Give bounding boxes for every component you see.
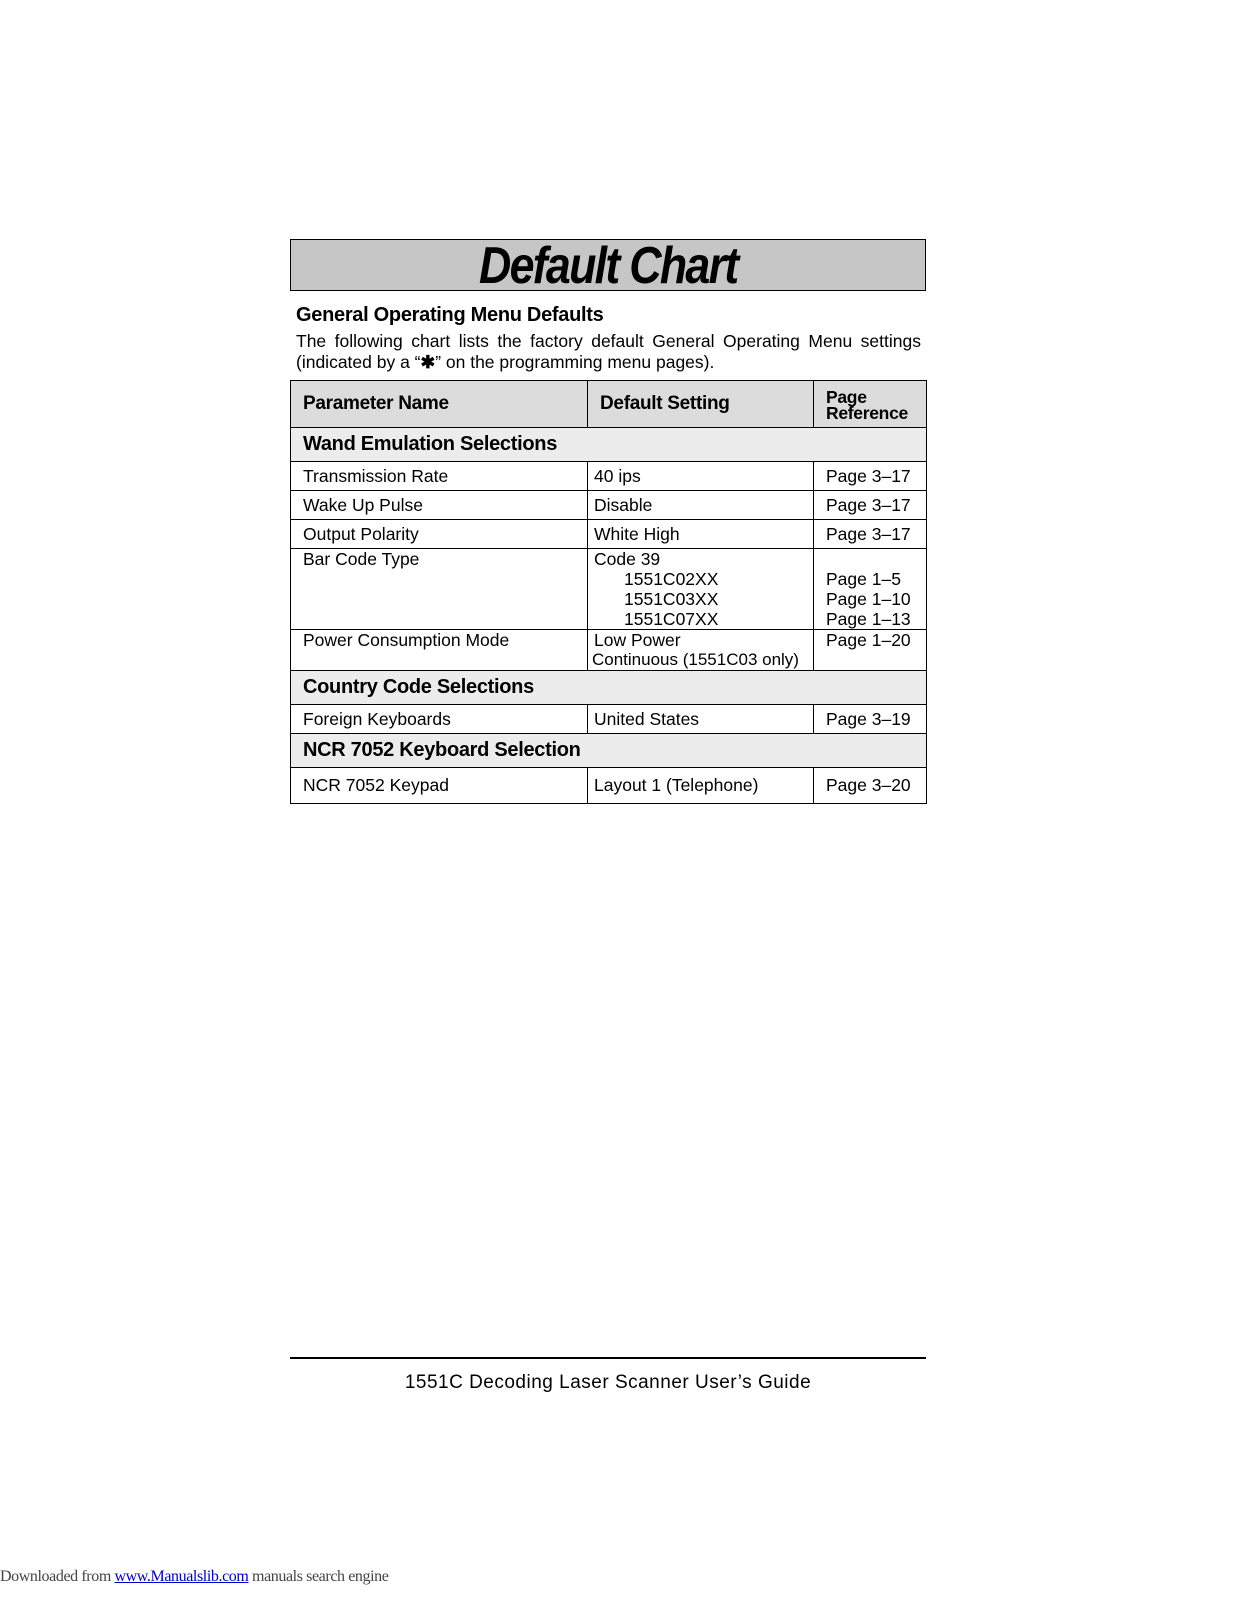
group-row-ncr-keyboard: NCR 7052 Keyboard Selection bbox=[291, 734, 927, 768]
table-header-row bbox=[291, 381, 927, 428]
table-row: Transmission Rate 40 ips Page 3–17 bbox=[291, 462, 927, 491]
model-label: 1551C02XX bbox=[624, 569, 719, 589]
table-row: Foreign Keyboards United States Page 3–19 bbox=[291, 705, 927, 734]
table-row: Wake Up Pulse Disable Page 3–17 bbox=[291, 491, 927, 520]
footer-rule bbox=[290, 1357, 926, 1359]
page-ref: Page 1–10 bbox=[826, 589, 911, 609]
page-ref: Page 1–13 bbox=[826, 609, 911, 629]
chart-title-banner bbox=[290, 237, 926, 295]
footer-guide-title: 1551C Decoding Laser Scanner User’s Guide bbox=[404, 1372, 812, 1393]
download-notice: Downloaded from www.Manualslib.com manuals search engine bbox=[0, 1568, 389, 1585]
header-page-reference: Page Reference bbox=[814, 381, 927, 428]
table-row-power-consumption: Power Consumption Mode Low Power Continuous (1551C03 only) Page 1–20 bbox=[291, 630, 927, 671]
intro-text-before: The following chart lists the factory default General Operating Menu settings (indicated by a “ bbox=[296, 331, 921, 372]
model-label: 1551C03XX bbox=[624, 589, 719, 609]
intro-paragraph bbox=[296, 331, 921, 373]
table-row-bar-code-type: Bar Code Type Code 39 1551C02XX 1551C03XX 1551C07XX Page 1–5 Page 1–10 Page 1–13 bbox=[291, 549, 927, 630]
table-row: NCR 7052 Keypad Layout 1 (Telephone) Page 3–20 bbox=[291, 768, 927, 804]
defaults-table bbox=[290, 380, 927, 804]
group-row-wand-emulation: Wand Emulation Selections bbox=[291, 428, 927, 462]
manualslib-link[interactable]: www.Manualslib.com bbox=[114, 1568, 249, 1585]
section-heading: General Operating Menu Defaults bbox=[296, 304, 604, 326]
header-parameter-name: Parameter Name bbox=[291, 381, 588, 428]
group-row-country-code: Country Code Selections bbox=[291, 671, 927, 705]
table-row: Output Polarity White High Page 3–17 bbox=[291, 520, 927, 549]
intro-text-after: ” on the programming menu pages). bbox=[435, 352, 715, 372]
header-default-setting: Default Setting bbox=[588, 381, 814, 428]
page-title: Default Chart bbox=[478, 237, 738, 295]
model-label: 1551C07XX bbox=[624, 609, 719, 629]
page-ref: Page 1–5 bbox=[826, 569, 901, 589]
asterisk-icon: ✱ bbox=[420, 352, 436, 372]
